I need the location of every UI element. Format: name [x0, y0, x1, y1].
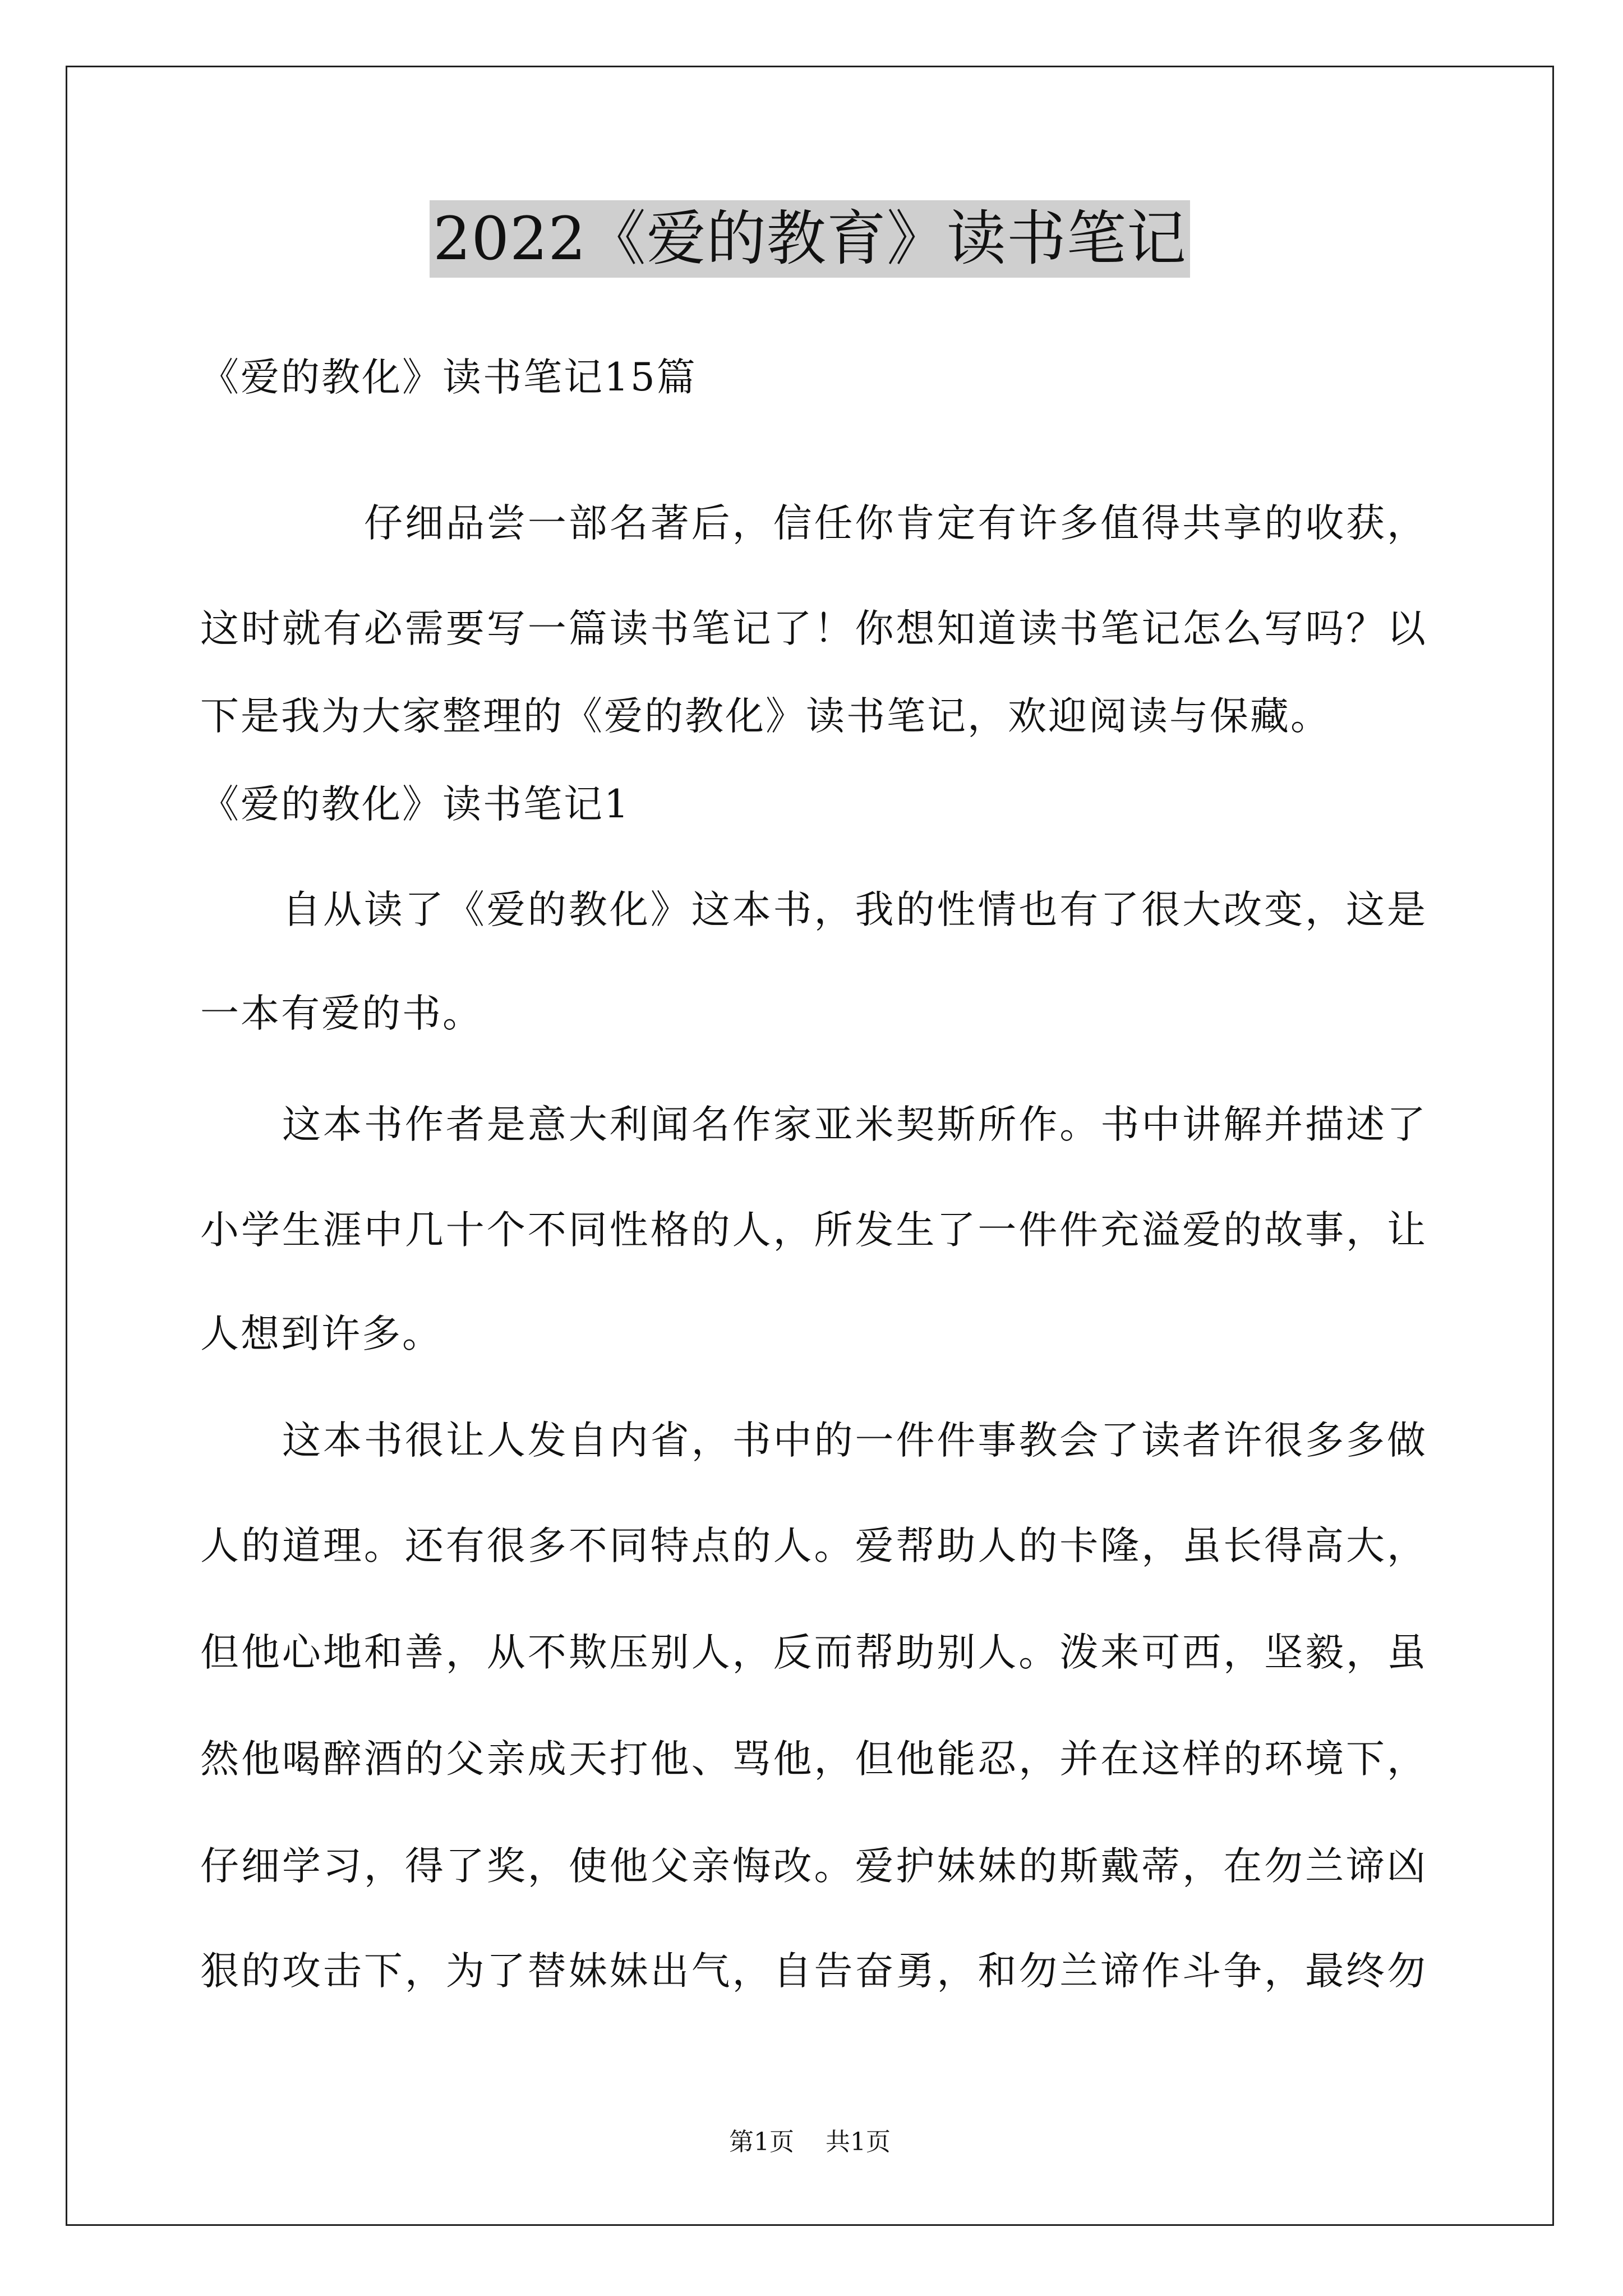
paragraph-line: 仔细品尝一部名著后，信任你肯定有许多值得共享的收获，	[364, 501, 1426, 546]
total-page-count: 共1页	[826, 2128, 891, 2156]
paragraph-line: 这本书作者是意大利闻名作家亚米契斯所作。书中讲解并描述了	[282, 1102, 1426, 1147]
paragraph-line: 但他心地和善，从不欺压别人，反而帮助别人。泼来可西，坚毅，虽	[200, 1630, 1426, 1675]
section-heading: 《爱的教化》读书笔记1	[200, 782, 630, 827]
title-block	[66, 200, 1554, 278]
paragraph-line: 狠的攻击下，为了替妹妹出气，自告奋勇，和勿兰谛作斗争，最终勿	[200, 1949, 1426, 1994]
paragraph-line: 一本有爱的书。	[200, 991, 483, 1036]
article-subtitle: 《爱的教化》读书笔记15篇	[200, 355, 697, 400]
paragraph-line: 自从读了《爱的教化》这本书，我的性情也有了很大改变，这是	[282, 887, 1426, 932]
page-footer	[66, 2125, 1554, 2159]
paragraph-line: 人的道理。还有很多不同特点的人。爱帮助人的卡隆，虽长得高大，	[200, 1524, 1426, 1568]
paragraph-line: 人想到许多。	[200, 1312, 442, 1356]
paragraph-line: 然他喝醉酒的父亲成天打他、骂他，但他能忍，并在这样的环境下，	[200, 1737, 1426, 1782]
document-title: 2022《爱的教育》读书笔记	[430, 200, 1190, 278]
paragraph-line: 这时就有必需要写一篇读书笔记了！你想知道读书笔记怎么写吗？以	[200, 606, 1426, 651]
paragraph-line: 小学生涯中几十个不同性格的人，所发生了一件件充溢爱的故事，让	[200, 1208, 1426, 1253]
paragraph-line: 这本书很让人发自内省，书中的一件件事教会了读者许很多多做	[282, 1418, 1426, 1463]
current-page-number: 第1页	[729, 2128, 794, 2156]
paragraph-line: 下是我为大家整理的《爱的教化》读书笔记，欢迎阅读与保藏。	[200, 694, 1331, 739]
paragraph-line: 仔细学习，得了奖，使他父亲悔改。爱护妹妹的斯戴蒂，在勿兰谛凶	[200, 1844, 1426, 1889]
